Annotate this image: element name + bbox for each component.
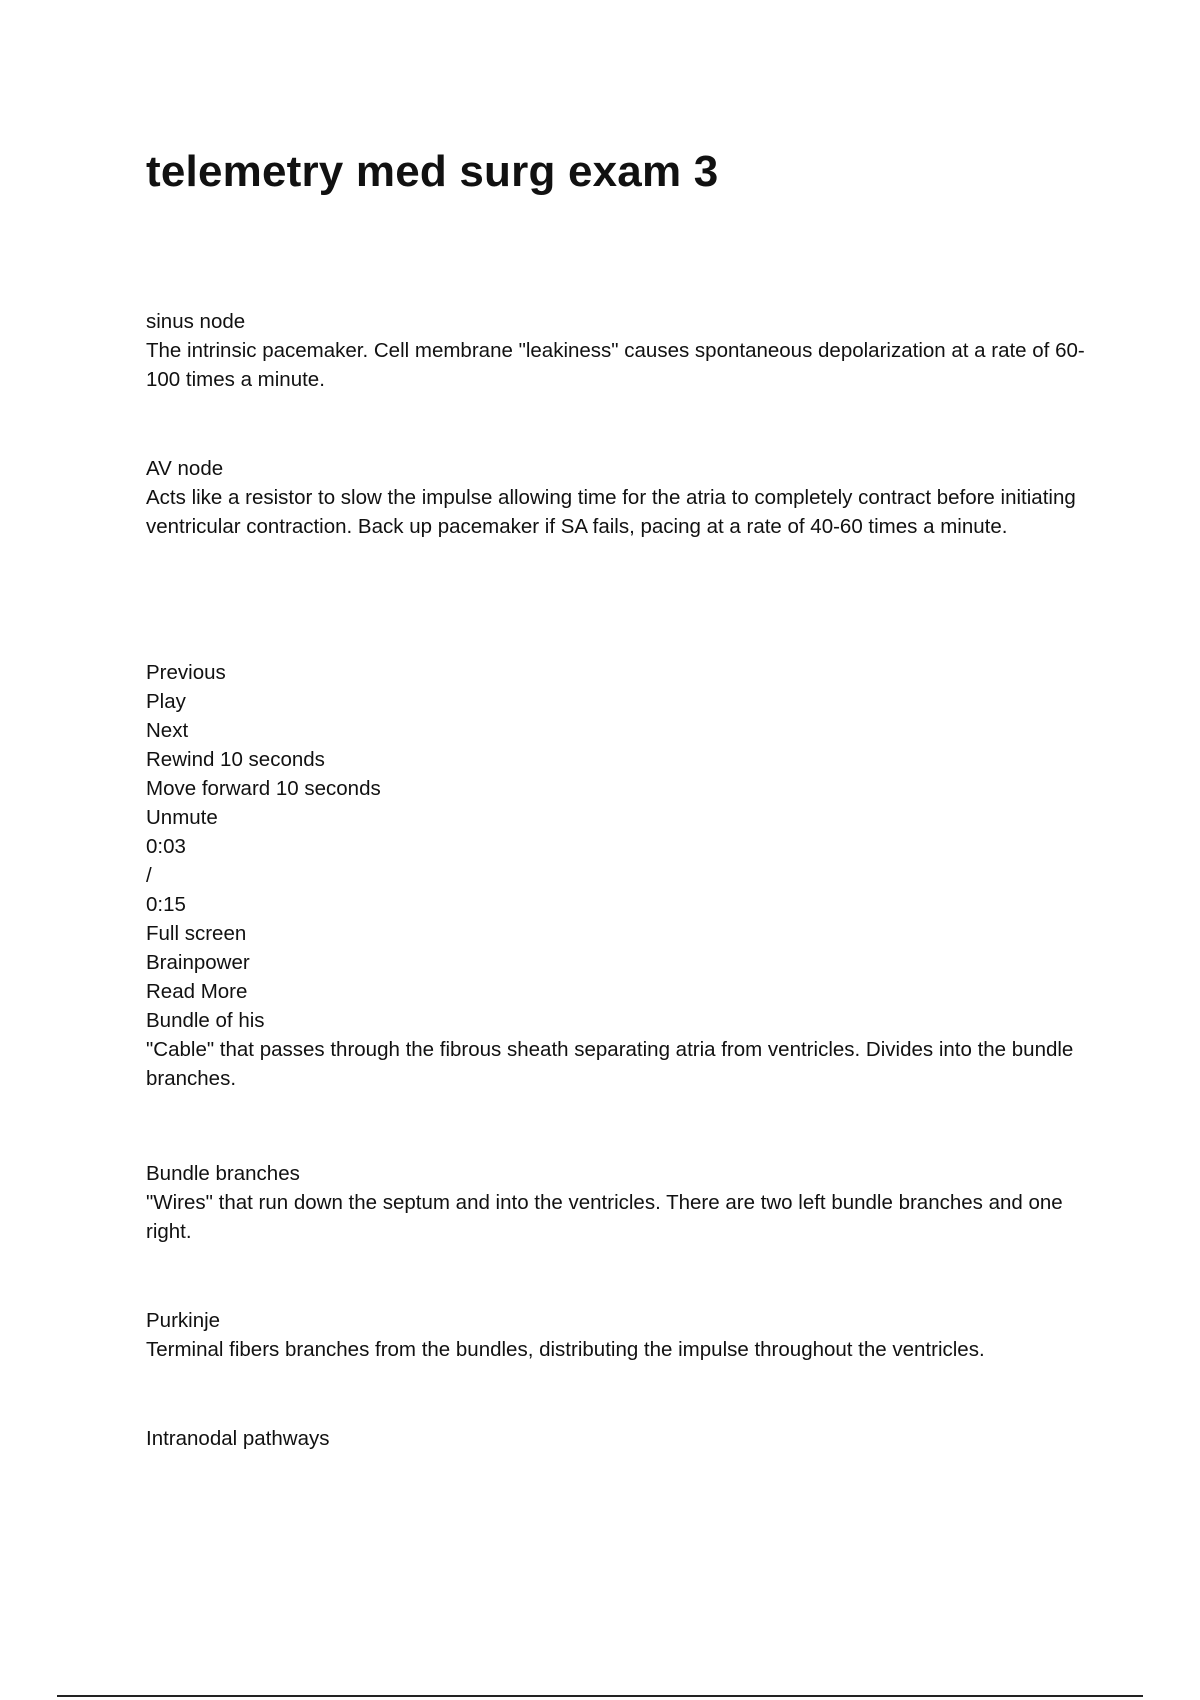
page-title: telemetry med surg exam 3 xyxy=(146,147,719,196)
card-term: Intranodal pathways xyxy=(146,1427,330,1450)
card-definition: "Cable" that passes through the fibrous sheath separating atria from ventricles. Divides into the bundle branches. xyxy=(146,1038,1080,1090)
flashcard-intranodal-pathways xyxy=(146,1424,1096,1453)
media-player-controls xyxy=(146,658,1096,1093)
read-more-link[interactable]: Read More xyxy=(146,980,248,1003)
rewind-button[interactable]: Rewind 10 seconds xyxy=(146,748,325,771)
card-definition: Terminal fibers branches from the bundles, distributing the impulse throughout the ventricles. xyxy=(146,1338,985,1361)
flashcard-purkinje xyxy=(146,1306,1096,1364)
duration: 0:15 xyxy=(146,893,186,916)
card-term: Bundle of his xyxy=(146,1009,265,1032)
time-separator: / xyxy=(146,864,152,887)
brainpower-link[interactable]: Brainpower xyxy=(146,951,250,974)
card-definition: Acts like a resistor to slow the impulse allowing time for the atria to completely contract before initiating ventricular contraction. Back up pacemaker if SA fails, pacing at a rate of 40-60 times a minute. xyxy=(146,486,1082,538)
play-button[interactable]: Play xyxy=(146,690,186,713)
card-term: AV node xyxy=(146,457,224,480)
card-definition: "Wires" that run down the septum and into the ventricles. There are two left bundle branches and one right. xyxy=(146,1191,1069,1243)
card-term: Purkinje xyxy=(146,1309,221,1332)
forward-button[interactable]: Move forward 10 seconds xyxy=(146,777,381,800)
next-button[interactable]: Next xyxy=(146,719,189,742)
card-definition: The intrinsic pacemaker. Cell membrane "leakiness" causes spontaneous depolarization at a rate of 60-100 times a minute. xyxy=(146,339,1085,391)
flashcard-sinus-node xyxy=(146,307,1096,394)
previous-button[interactable]: Previous xyxy=(146,661,226,684)
current-time: 0:03 xyxy=(146,835,186,858)
flashcard-bundle-branches xyxy=(146,1159,1096,1246)
card-term: Bundle branches xyxy=(146,1162,300,1185)
fullscreen-button[interactable]: Full screen xyxy=(146,922,247,945)
card-term: sinus node xyxy=(146,310,246,333)
unmute-button[interactable]: Unmute xyxy=(146,806,218,829)
footer-divider xyxy=(57,1695,1143,1697)
flashcard-av-node xyxy=(146,454,1096,541)
